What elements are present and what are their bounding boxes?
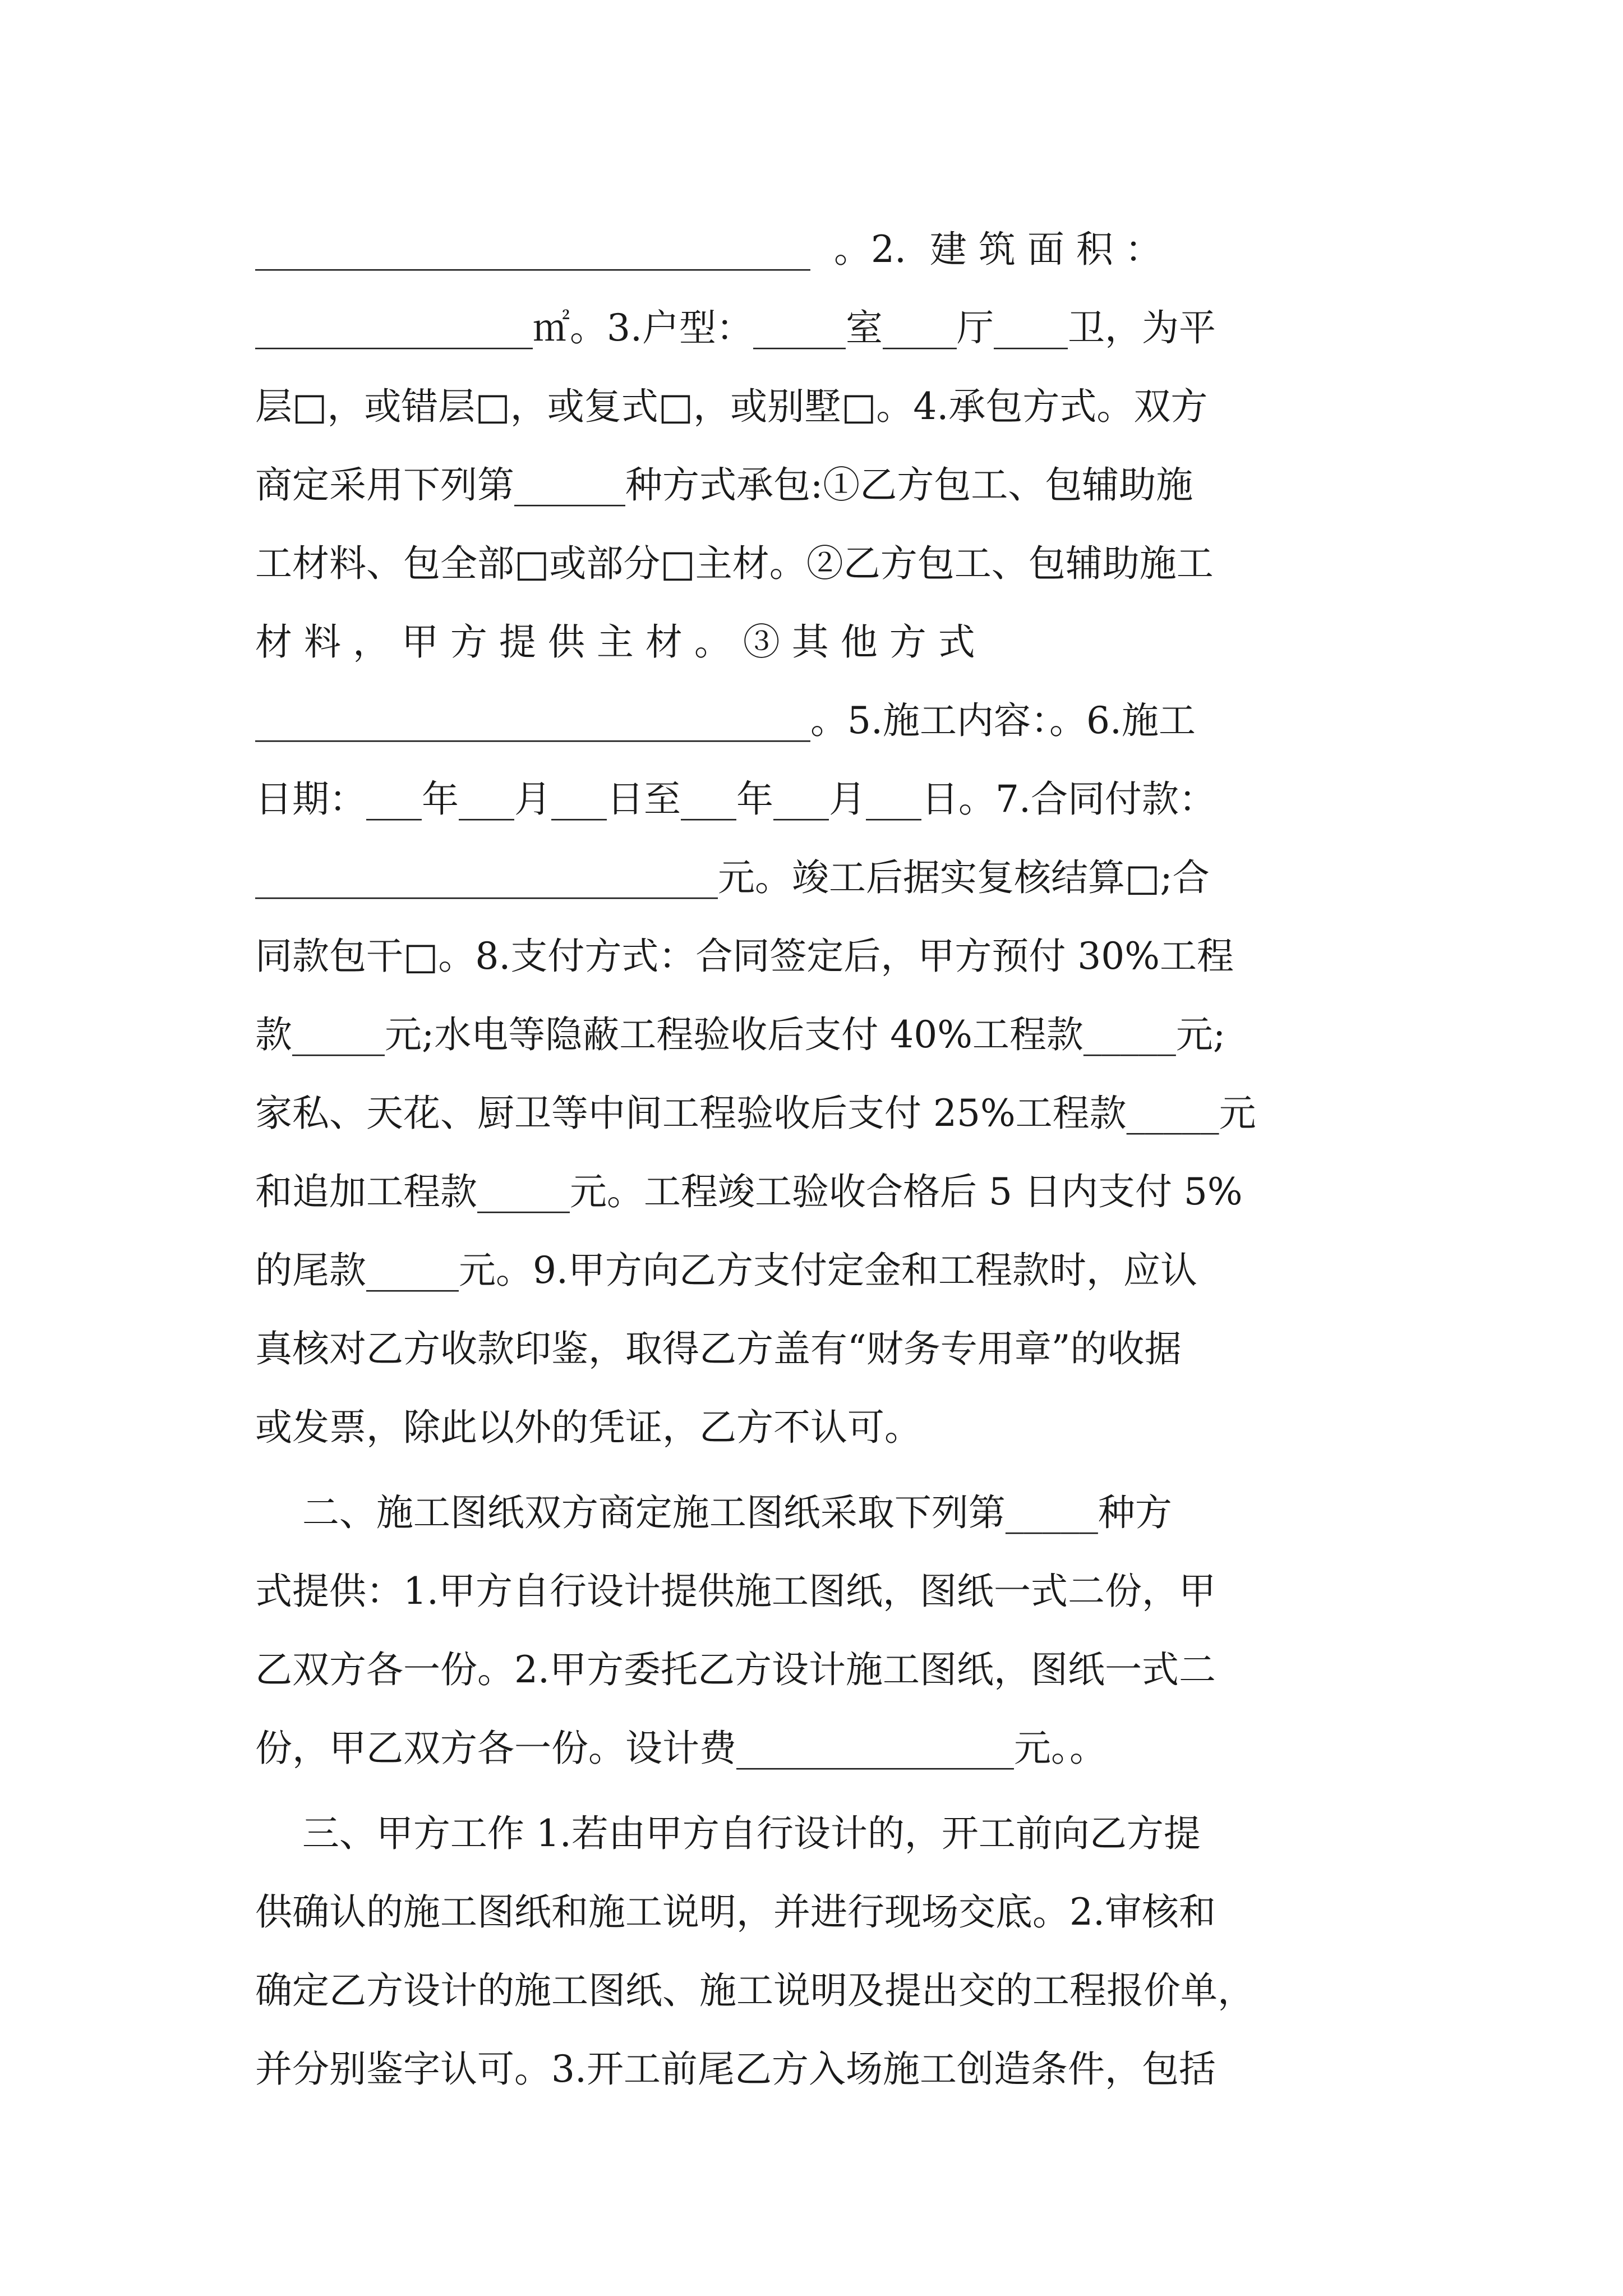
text-line: 家私、天花、厨卫等中间工程验收后支付 25%工程款_____元 xyxy=(255,1092,1256,1135)
text-line: ______________________________ 。2. 建 筑 面 积 ： xyxy=(255,228,1162,271)
text-line: 日期：___年___月___日至___年___月___日。7.合同付款： xyxy=(255,777,1216,821)
text-line: _______________㎡。3.户型：_____室____厅____卫，为平 xyxy=(255,306,1216,349)
text-line: ______________________________。5.施工内容：。6.施工 xyxy=(255,699,1196,742)
text-line: 工材料、包全部□或部分□主材。②乙方包工、包辅助施工 xyxy=(255,542,1214,585)
text-line: 并分别鉴字认可。3.开工前尾乙方入场施工创造条件，包括 xyxy=(255,2047,1216,2091)
text-line: 商定采用下列第______种方式承包:①乙方包工、包辅助施 xyxy=(255,463,1193,507)
text-line: 层□，或错层□，或复式□，或别墅□。4.承包方式。双方 xyxy=(255,385,1208,428)
text-line: 三、甲方工作 1.若由甲方自行设计的，开工前向乙方提 xyxy=(255,1812,1201,1855)
text-line: 和追加工程款_____元。工程竣工验收合格后 5 日内支付 5% xyxy=(255,1170,1243,1213)
text-line: 确定乙方设计的施工图纸、施工说明及提出交的工程报价单， xyxy=(255,1969,1255,2012)
paragraph-gap xyxy=(255,1788,1394,1795)
text-line: 份，甲乙双方各一份。设计费_______________元。。 xyxy=(255,1727,1106,1770)
text-line: 材 料 ， 甲 方 提 供 主 材 。 ③ 其 他 方 式 xyxy=(255,620,975,664)
text-line: 二、施工图纸双方商定施工图纸采取下列第_____种方 xyxy=(255,1491,1172,1534)
text-line: 的尾款_____元。9.甲方向乙方支付定金和工程款时，应认 xyxy=(255,1249,1197,1292)
text-line: 式提供：1.甲方自行设计提供施工图纸，图纸一式二份，甲 xyxy=(255,1570,1216,1613)
document-page xyxy=(255,210,1394,2109)
paragraph-gap xyxy=(255,1467,1394,1474)
text-line: 供确认的施工图纸和施工说明，并进行现场交底。2.审核和 xyxy=(255,1890,1216,1934)
text-line: 同款包干□。8.支付方式：合同签定后，甲方预付 30%工程 xyxy=(255,935,1234,978)
text-line: 乙双方各一份。2.甲方委托乙方设计施工图纸，图纸一式二 xyxy=(255,1648,1216,1691)
text-line: 真核对乙方收款印鉴，取得乙方盖有“财务专用章”的收据 xyxy=(255,1327,1182,1370)
text-line: 款_____元;水电等隐蔽工程验收后支付 40%工程款_____元; xyxy=(255,1013,1226,1056)
text-line: 或发票，除此以外的凭证，乙方不认可。 xyxy=(255,1406,921,1449)
text-line: _________________________元。竣工后据实复核结算□;合 xyxy=(255,856,1210,899)
